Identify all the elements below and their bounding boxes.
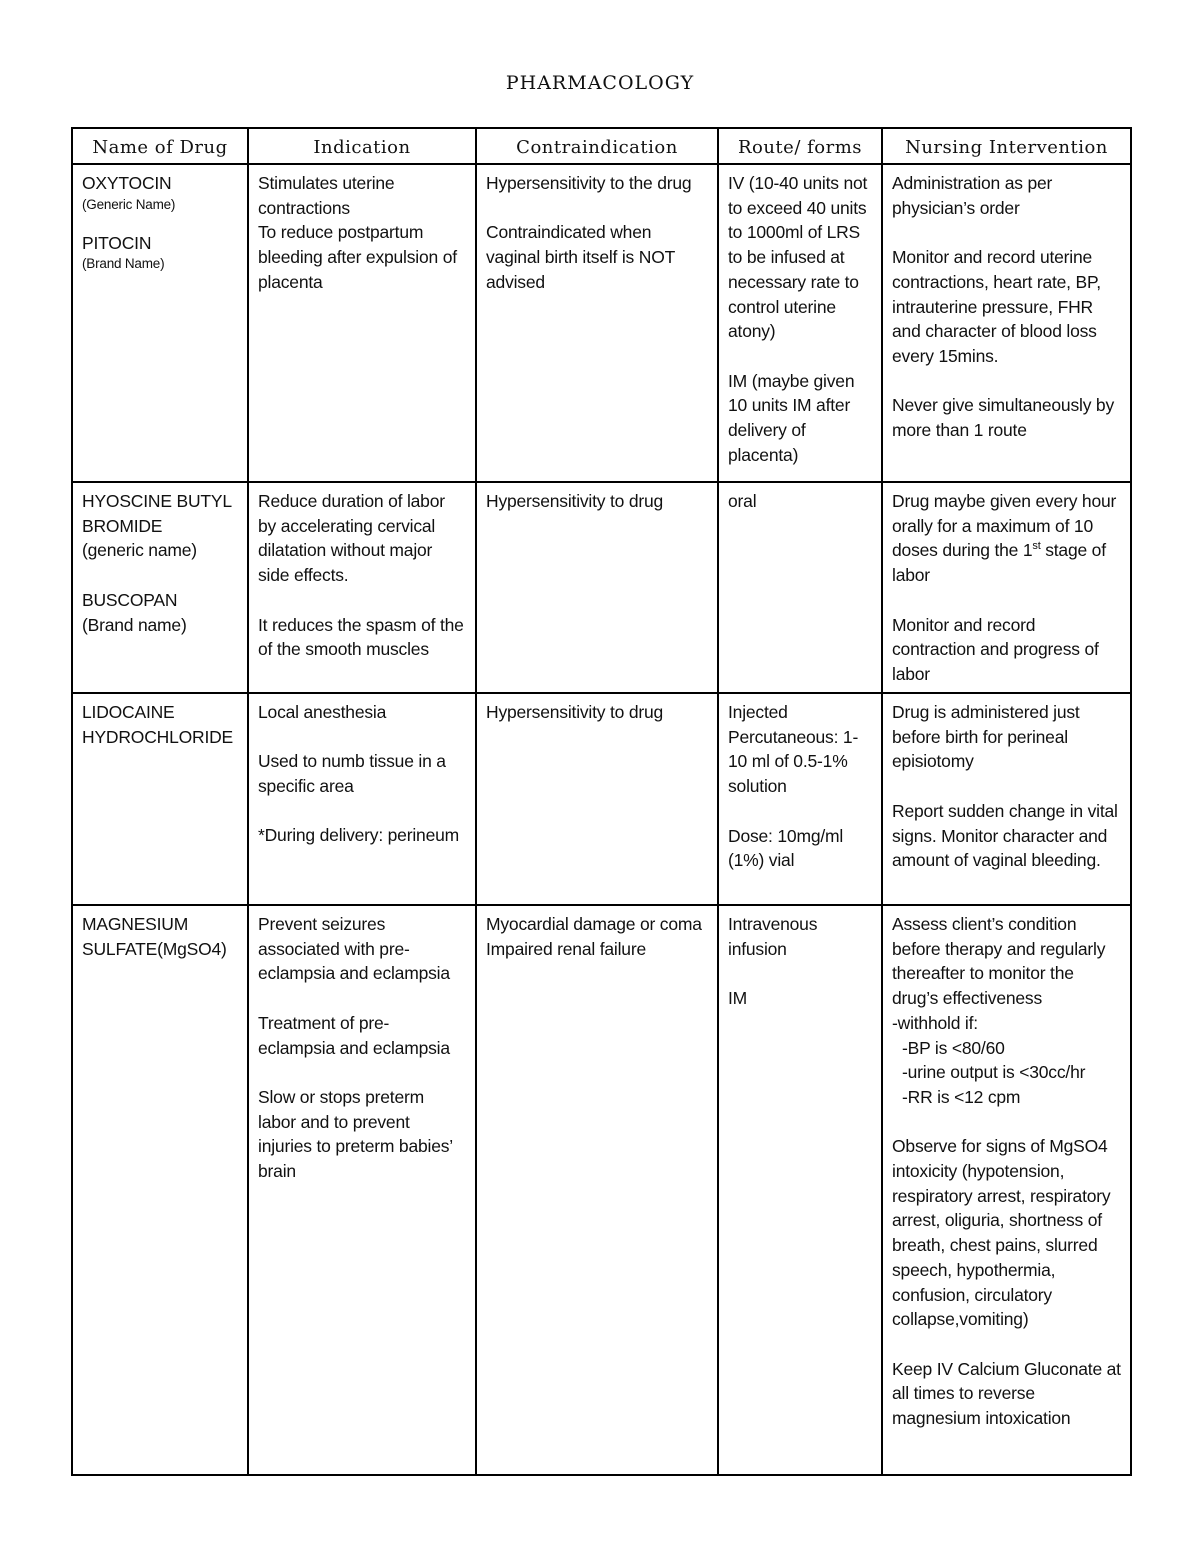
drug-name-cell bbox=[72, 164, 248, 482]
nursing-cell bbox=[882, 164, 1131, 482]
table-header-row bbox=[72, 128, 1131, 164]
indication-text: Treatment of pre-eclampsia and eclampsia bbox=[258, 1012, 450, 1058]
drug-name-cell bbox=[72, 905, 248, 1475]
table-row-lidocaine bbox=[72, 693, 1131, 905]
generic-name-note: (Generic Name) bbox=[82, 196, 176, 212]
contraindication-cell bbox=[476, 905, 718, 1475]
indication-cell bbox=[248, 164, 476, 482]
withhold-label: -withhold if: bbox=[892, 1012, 978, 1033]
route-cell bbox=[718, 905, 882, 1475]
contraindication-cell bbox=[476, 482, 718, 693]
contraindication-cell bbox=[476, 164, 718, 482]
column-header-indication: Indication bbox=[248, 128, 476, 164]
pharmacology-table bbox=[71, 127, 1132, 1476]
generic-name: HYOSCINE BUTYL BROMIDE bbox=[82, 491, 232, 536]
column-header-nursing: Nursing Intervention bbox=[882, 128, 1131, 164]
generic-name: LIDOCAINE HYDROCHLORIDE bbox=[82, 702, 234, 747]
table-row-magnesium-sulfate bbox=[72, 905, 1131, 1475]
nursing-text: Observe for signs of MgSO4 intoxicity (hypotension, respiratory arrest, respiratory arrest, oliguria, shortness of breath, chest pains, slurred speech, hypothermia, confusion, circulatory collapse,vomiting) bbox=[892, 1136, 1111, 1330]
indication-cell bbox=[248, 482, 476, 693]
nursing-text: Report sudden change in vital signs. Monitor character and amount of vaginal bleeding. bbox=[892, 800, 1118, 871]
nursing-cell bbox=[882, 905, 1131, 1475]
generic-name: MAGNESIUM SULFATE(MgSO4) bbox=[82, 914, 227, 959]
withhold-item: -BP is <80/60 bbox=[902, 1037, 1005, 1058]
nursing-text: Monitor and record contraction and progress of labor bbox=[892, 614, 1099, 684]
withhold-item: -RR is <12 cpm bbox=[902, 1086, 1021, 1107]
brand-name-note: (Brand name) bbox=[82, 614, 187, 635]
indication-text: Prevent seizures associated with pre-eclampsia and eclampsia bbox=[258, 914, 450, 984]
route-cell bbox=[718, 482, 882, 693]
contraindication-text: Contraindicated when vaginal birth itself is NOT advised bbox=[486, 222, 675, 292]
indication-text: Slow or stops preterm labor and to prevent injuries to preterm babies’ brain bbox=[258, 1086, 453, 1181]
withhold-item: -urine output is <30cc/hr bbox=[902, 1062, 1086, 1083]
indication-text: Used to numb tissue in a specific area bbox=[258, 751, 446, 797]
nursing-text-part: Drug maybe given every hour orally for a maximum of 10 doses during the 1 bbox=[892, 491, 1117, 561]
nursing-text: Keep IV Calcium Gluconate at all times to reverse magnesium intoxication bbox=[892, 1358, 1121, 1429]
indication-cell bbox=[248, 905, 476, 1475]
superscript-st: st bbox=[1032, 540, 1041, 553]
nursing-text: Administration as per physician’s order bbox=[892, 173, 1053, 218]
route-text: IV (10-40 units not to exceed 40 units to 1000ml of LRS to be infused at necessary rate to control uterine atony) bbox=[728, 173, 868, 342]
nursing-text bbox=[892, 489, 1121, 588]
generic-name-note: (generic name) bbox=[82, 540, 197, 561]
generic-name: OXYTOCIN bbox=[82, 173, 172, 193]
indication-text: Reduce duration of labor by accelerating cervical dilatation without major side effects. bbox=[258, 491, 445, 586]
nursing-text: Drug is administered just before birth for perineal episiotomy bbox=[892, 702, 1080, 772]
brand-name: PITOCIN bbox=[82, 232, 152, 253]
indication-text: *During delivery: perineum bbox=[258, 825, 460, 846]
route-cell bbox=[718, 164, 882, 482]
contraindication-text: Myocardial damage or coma bbox=[486, 914, 702, 934]
contraindication-text: Hypersensitivity to the drug bbox=[486, 173, 692, 193]
route-text: oral bbox=[728, 491, 757, 511]
route-cell bbox=[718, 693, 882, 905]
nursing-text: Assess client’s condition before therapy and regularly thereafter to monitor the drug’s effectiveness bbox=[892, 914, 1106, 1009]
contraindication-text: Hypersensitivity to drug bbox=[486, 702, 664, 722]
contraindication-text: Hypersensitivity to drug bbox=[486, 491, 664, 511]
nursing-text: Never give simultaneously by more than 1 route bbox=[892, 395, 1115, 440]
nursing-cell bbox=[882, 693, 1131, 905]
indication-text: Stimulates uterine contractions bbox=[258, 173, 395, 218]
column-header-contraindication: Contraindication bbox=[476, 128, 718, 164]
drug-name-cell bbox=[72, 482, 248, 693]
page-title: PHARMACOLOGY bbox=[505, 72, 695, 94]
indication-text: Local anesthesia bbox=[258, 702, 387, 722]
table-row-hyoscine bbox=[72, 482, 1131, 693]
route-text: Intravenous infusion bbox=[728, 914, 818, 959]
indication-text: It reduces the spasm of the of the smooth muscles bbox=[258, 614, 464, 660]
column-header-route: Route/ forms bbox=[718, 128, 882, 164]
brand-name: BUSCOPAN bbox=[82, 589, 178, 610]
nursing-cell bbox=[882, 482, 1131, 693]
table-row-oxytocin bbox=[72, 164, 1131, 482]
route-text: IM bbox=[728, 988, 748, 1009]
nursing-text-part: stage of labor bbox=[892, 540, 1106, 586]
route-text: Injected Percutaneous: 1-10 ml of 0.5-1% solution bbox=[728, 702, 859, 797]
drug-name-cell bbox=[72, 693, 248, 905]
nursing-text: Monitor and record uterine contractions, heart rate, BP, intrauterine pressure, FHR and character of blood loss every 15mins. bbox=[892, 247, 1101, 366]
indication-text: To reduce postpartum bleeding after expulsion of placenta bbox=[258, 222, 457, 292]
indication-cell bbox=[248, 693, 476, 905]
column-header-name: Name of Drug bbox=[72, 128, 248, 164]
contraindication-cell bbox=[476, 693, 718, 905]
contraindication-text: Impaired renal failure bbox=[486, 938, 646, 959]
brand-name-note: (Brand Name) bbox=[82, 256, 165, 272]
route-text: IM (maybe given 10 units IM after delivery of placenta) bbox=[728, 370, 855, 465]
route-text: Dose: 10mg/ml (1%) vial bbox=[728, 825, 844, 871]
